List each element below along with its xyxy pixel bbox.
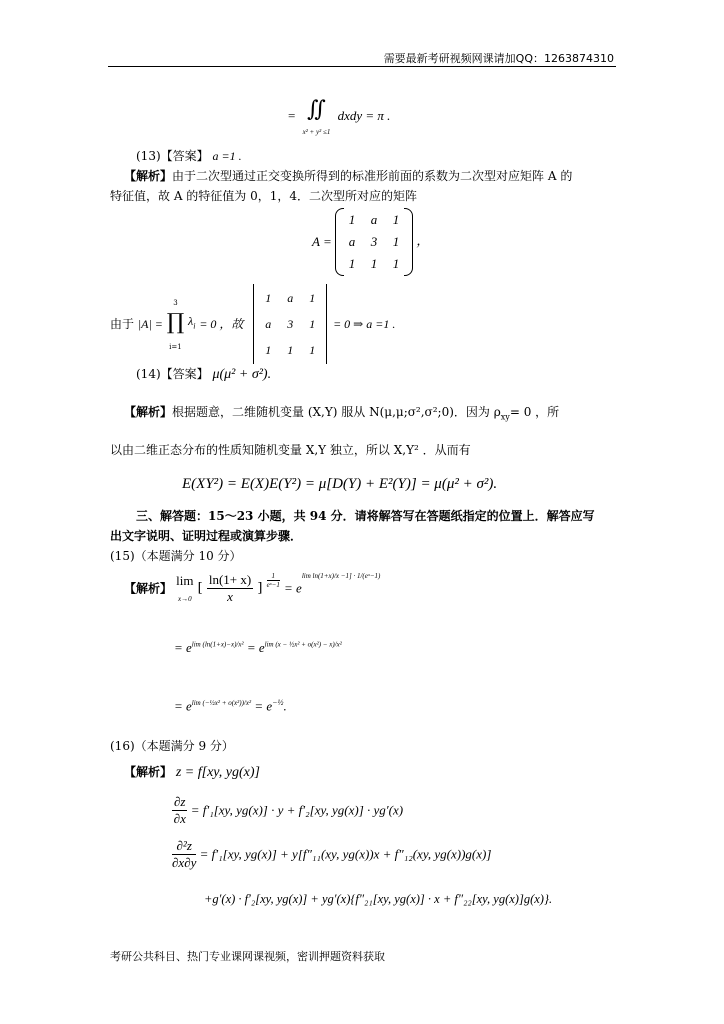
q16-title: (16)（本题满分 9 分） xyxy=(110,739,234,753)
answer-value: a =1 . xyxy=(212,149,242,163)
determinant-matrix xyxy=(251,284,329,364)
e-exponent-2: −½ xyxy=(272,698,284,707)
det-equals-zero: = 0 ，故 xyxy=(199,317,244,331)
header-divider xyxy=(108,66,616,67)
matrix-A-cell: a xyxy=(348,234,356,249)
q13-answer xyxy=(136,146,242,166)
integral-body: dxdy = π . xyxy=(337,107,391,123)
d2z-rhs: = f′₁[xy, yg(x)] + y[f″₁₁(xy, yg(x))x + f″₁₂(xy, yg(x))g(x)] xyxy=(199,846,492,862)
det-lhs: |A| = xyxy=(137,317,163,331)
det-matrix-cell: a xyxy=(265,317,272,331)
rho-subscript: xy xyxy=(500,412,510,422)
lim-operator: lim xyxy=(176,572,194,588)
det-matrix-cell: 3 xyxy=(287,317,294,331)
lim-subscript: x→0 xyxy=(178,594,192,603)
det-matrix-cell: 1 xyxy=(265,343,272,357)
analysis-label: 【解析】 xyxy=(124,581,173,596)
period: . xyxy=(283,698,287,714)
lambda-index: i xyxy=(193,321,196,331)
q15-limit-line3 xyxy=(174,698,287,714)
analysis-text: 由于二次型通过正交变换所得到的标准形前面的系数为二次型对应矩阵 A 的 xyxy=(172,169,573,183)
matrix-A-cell: 1 xyxy=(348,212,356,227)
analysis-label: 【解析】 xyxy=(124,405,173,419)
e-exponent: lim ln(1+x)/x −1] · 1/(eˣ−1) xyxy=(301,572,381,580)
product-upper: 3 xyxy=(173,299,178,307)
section3-line2: 出文字说明、证明过程或演算步骤． xyxy=(110,529,303,543)
d2z-denominator: ∂x∂y xyxy=(172,855,197,870)
q14-analysis-line2: 以由二维正态分布的性质知随机变量 X,Y 独立，所以 X,Y² ．从而有 xyxy=(110,443,471,457)
equals-e: = e xyxy=(174,698,192,714)
matrix-A-cell: 3 xyxy=(370,234,378,249)
section3-line1: 三、解答题：15～23 小题，共 94 分．请将解答写在答题纸指定的位置上．解答应写 xyxy=(136,509,595,523)
matrix-A-equation xyxy=(312,208,429,276)
e-exponent: lim (−½x² + o(x²))/x² xyxy=(191,699,252,707)
matrix-A-cell: 1 xyxy=(392,212,400,227)
answer-label: (14)【答案】 xyxy=(136,367,209,381)
matrix-A-cell: 1 xyxy=(348,256,356,271)
det-matrix-cell: 1 xyxy=(309,343,316,357)
equals-e-2: = e xyxy=(254,698,273,714)
ln-numerator: ln(1+ x) xyxy=(208,572,252,587)
dz-dx-fraction xyxy=(172,794,187,827)
q13-analysis-line2: 特征值，故 A 的特征值为 0，1，4．二次型所对应的矩阵 xyxy=(110,189,418,203)
q14-expectation-equation: E(XY²) = E(X)E(Y²) = μ[D(Y) + E²(Y)] = μ(μ² + σ²). xyxy=(182,476,498,492)
dz-rhs: = f′₁[xy, yg(x)] · y + f′₂[xy, yg(x)] · yg′(x) xyxy=(190,802,404,818)
e-exponent: lim (ln(1+x)−x)/x² xyxy=(191,640,244,649)
d2z-fraction xyxy=(172,838,196,871)
q15-limit-line1 xyxy=(124,572,380,605)
double-integral-symbol: ∬ xyxy=(307,96,326,121)
e-exponent-2: lim (x − ½x² + o(x²) − x)/x² xyxy=(264,640,342,649)
answer-value: μ(μ² + σ²). xyxy=(212,367,272,382)
equals-e: = e xyxy=(284,580,302,596)
det-result: = 0 ⇒ a =1 . xyxy=(333,317,396,331)
equals-e-2: = e xyxy=(246,640,265,655)
matrix-A-cell: 1 xyxy=(392,256,400,271)
analysis-label: 【解析】 xyxy=(124,765,173,779)
det-matrix-cell: 1 xyxy=(265,291,272,305)
q16-second-partial-continued: +g′(x) · f′₂[xy, yg(x)] + yg′(x){f″₂₁[xy, yg(x)] · x + f″₂₂[xy, yg(x)]g(x)}. xyxy=(204,892,553,906)
q13-analysis-line1 xyxy=(124,166,572,186)
matrix-A xyxy=(335,208,413,276)
bracket-close: ] xyxy=(257,581,263,596)
page-footer: 考研公共科目、热门专业课网课视频，密训押题资料获取 xyxy=(110,950,385,963)
lambda: λ xyxy=(188,314,194,329)
double-integral-equation: = ∬ x² + y² ≤1 dxdy = π . xyxy=(288,96,391,136)
outer-exponent xyxy=(267,572,280,589)
bracket-open: [ xyxy=(197,581,203,596)
q15-title: (15)（本题满分 10 分） xyxy=(110,549,242,563)
det-prefix: 由于 xyxy=(110,317,135,331)
det-matrix-cell: 1 xyxy=(309,317,316,331)
det-matrix-cell: a xyxy=(287,291,294,305)
outer-exponent-num: 1 xyxy=(267,572,280,581)
q13-determinant-line xyxy=(110,284,395,364)
det-matrix-cell: 1 xyxy=(309,291,316,305)
dz-numerator: ∂z xyxy=(174,794,186,809)
analysis-label: 【解析】 xyxy=(124,169,173,183)
dz-denominator: ∂x xyxy=(173,811,186,826)
answer-label: (13)【答案】 xyxy=(136,149,209,163)
product-lower: i=1 xyxy=(169,343,182,351)
z-definition: z = f[xy, yg(x)] xyxy=(175,765,260,780)
ln-fraction xyxy=(207,572,253,605)
page-header: 需要最新考研视频网课请加QQ：1263874310 xyxy=(383,52,614,65)
integral-region: x² + y² ≤1 xyxy=(302,128,331,136)
equals-e: = e xyxy=(174,640,192,655)
q14-answer xyxy=(136,364,271,385)
analysis-text: 根据题意，二维随机变量 (X,Y) 服从 N(μ,μ;σ²,σ²;0)．因为 ρ xyxy=(172,405,501,419)
matrix-lhs: A = xyxy=(312,234,332,249)
matrix-A-cell: 1 xyxy=(392,234,400,249)
q16-first-partial xyxy=(172,794,403,827)
q14-analysis-line1 xyxy=(124,402,559,427)
matrix-A-cell: a xyxy=(370,212,378,227)
q15-limit-line2 xyxy=(174,640,342,656)
analysis-text-tail: = 0 ，所 xyxy=(509,405,560,419)
q16-definition xyxy=(124,762,260,783)
ln-denominator: x xyxy=(227,589,233,604)
q16-second-partial xyxy=(172,838,491,871)
det-matrix-cell: 1 xyxy=(287,343,294,357)
matrix-A-cell: 1 xyxy=(370,256,378,271)
d2z-numerator: ∂²z xyxy=(172,838,196,855)
matrix-tail: ， xyxy=(416,232,430,248)
product-operator: 3 ∏ i=1 xyxy=(166,299,185,351)
outer-exponent-den: eˣ−1 xyxy=(266,581,280,589)
